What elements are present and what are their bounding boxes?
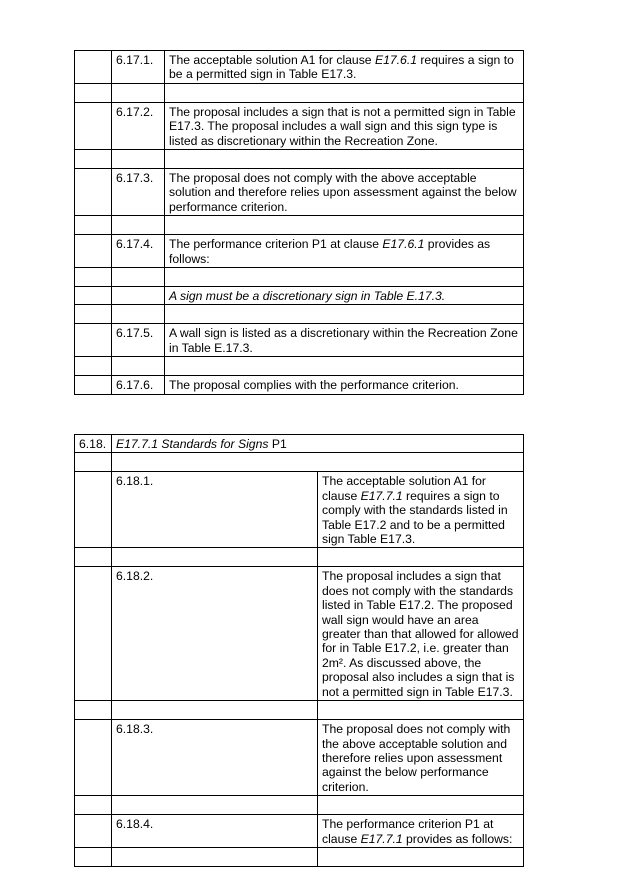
spacer-cell	[112, 453, 524, 472]
italic-text: E17.7.1	[360, 488, 403, 503]
text: requires a sign to comply with the standards listed in Table E17.2 and to be a permitted sign Table E17.3.	[322, 488, 508, 547]
paragraph-number: 6.17.4.	[112, 235, 165, 268]
spacer-cell	[318, 847, 524, 866]
paragraph-text	[165, 235, 524, 268]
spacer-cell	[165, 357, 524, 376]
spacer-row	[75, 701, 524, 720]
empty-cell	[75, 324, 112, 357]
spacer-cell	[112, 305, 165, 324]
spacer-cell	[165, 150, 524, 169]
paragraph-text	[318, 567, 524, 701]
spacer-row	[75, 83, 524, 102]
paragraph-number: 6.18.2.	[112, 567, 318, 701]
text: requires a sign to be a permitted sign in Table E17.3.	[169, 53, 514, 82]
section-heading-row	[75, 435, 524, 453]
italic-text: A sign must be a discretionary sign in Table E.17.3.	[169, 289, 446, 304]
numbered-paragraph-row	[75, 720, 524, 796]
paragraph-number: 6.18.1.	[112, 472, 318, 548]
text: The proposal includes a sign that is not a permitted sign in Table E17.3. The proposal includes a wall sign and this sign type is listed as discretionary within the Recreation Zone.	[169, 104, 516, 148]
paragraph-text	[165, 324, 524, 357]
spacer-cell	[112, 357, 165, 376]
spacer-cell	[75, 796, 112, 815]
spacer-row	[75, 847, 524, 866]
spacer-cell	[112, 150, 165, 169]
section-number: 6.18.	[75, 435, 112, 453]
paragraph-text	[165, 102, 524, 149]
italic-text: E17.6.1	[382, 237, 425, 252]
empty-cell	[75, 235, 112, 268]
section-6-17-body	[75, 51, 524, 395]
paragraph-number: 6.17.2.	[112, 102, 165, 149]
spacer-row	[75, 796, 524, 815]
section-6-18-body	[75, 435, 524, 867]
spacer-cell	[75, 847, 112, 866]
paragraph-number: 6.17.1.	[112, 51, 165, 84]
spacer-cell	[165, 305, 524, 324]
spacer-cell	[165, 83, 524, 102]
empty-cell	[75, 376, 112, 394]
spacer-cell	[112, 548, 318, 567]
spacer-cell	[75, 453, 112, 472]
text: provides as follows:	[402, 831, 513, 846]
empty-cell	[75, 815, 112, 848]
empty-cell	[75, 720, 112, 796]
empty-cell	[75, 102, 112, 149]
text: The performance criterion P1 at clause	[169, 237, 383, 252]
paragraph-text	[165, 287, 524, 305]
spacer-cell	[75, 216, 112, 235]
empty-cell	[75, 567, 112, 701]
numbered-paragraph-row	[75, 287, 524, 305]
spacer-row	[75, 453, 524, 472]
spacer-cell	[318, 796, 524, 815]
spacer-row	[75, 216, 524, 235]
numbered-paragraph-row	[75, 235, 524, 268]
spacer-row	[75, 357, 524, 376]
numbered-paragraph-row	[75, 51, 524, 84]
paragraph-text	[318, 720, 524, 796]
spacer-cell	[165, 216, 524, 235]
section-heading-suffix: P1	[268, 437, 287, 451]
section-6-17-table	[74, 50, 524, 395]
numbered-paragraph-row	[75, 815, 524, 848]
italic-text: E17.7.1	[360, 831, 403, 846]
spacer-cell	[112, 216, 165, 235]
text: The performance criterion P1 at clause	[322, 817, 494, 846]
section-heading	[112, 435, 524, 453]
paragraph-text	[165, 51, 524, 84]
spacer-cell	[75, 150, 112, 169]
spacer-cell	[165, 268, 524, 287]
spacer-cell	[318, 701, 524, 720]
text: The acceptable solution A1 for clause	[322, 474, 486, 503]
numbered-paragraph-row	[75, 169, 524, 216]
text: The proposal includes a sign that does not comply with the standards listed in Table E17.2. The proposed wall sign would have an area greater than that allowed for allowed for in Table E17.2, i.e. greater than 2m². As discussed above, the proposal also includes a sign that is not a permitted sign in Table E17.3.	[322, 569, 519, 699]
text: A wall sign is listed as a discretionary within the Recreation Zone in Table E.17.3.	[169, 326, 518, 355]
empty-cell	[75, 169, 112, 216]
spacer-cell	[75, 305, 112, 324]
paragraph-text	[318, 472, 524, 548]
spacer-row	[75, 150, 524, 169]
spacer-cell	[75, 701, 112, 720]
numbered-paragraph-row	[75, 324, 524, 357]
spacer-cell	[112, 847, 318, 866]
spacer-cell	[75, 357, 112, 376]
italic-text: E17.6.1	[374, 53, 417, 67]
text: The acceptable solution A1 for clause	[169, 53, 375, 67]
section-6-18-table	[74, 434, 524, 867]
numbered-paragraph-row	[75, 376, 524, 394]
numbered-paragraph-row	[75, 567, 524, 701]
paragraph-number: 6.18.4.	[112, 815, 318, 848]
paragraph-number: 6.17.5.	[112, 324, 165, 357]
spacer-cell	[112, 701, 318, 720]
spacer-cell	[75, 83, 112, 102]
spacer-cell	[318, 548, 524, 567]
paragraph-number	[112, 287, 165, 305]
spacer-cell	[112, 796, 318, 815]
paragraph-number: 6.17.6.	[112, 376, 165, 394]
spacer-cell	[75, 268, 112, 287]
text: The proposal does not comply with the above acceptable solution and therefore relies upon assessment against the below performance criterion.	[322, 722, 511, 794]
spacer-row	[75, 548, 524, 567]
text: The proposal does not comply with the above acceptable solution and therefore relies upon assessment against the below performance criterion.	[169, 171, 517, 214]
empty-cell	[75, 472, 112, 548]
spacer-row	[75, 305, 524, 324]
section-heading-clause: E17.7.1 Standards for Signs	[116, 437, 269, 451]
paragraph-number: 6.17.3.	[112, 169, 165, 216]
spacer-cell	[112, 268, 165, 287]
paragraph-text	[165, 376, 524, 394]
paragraph-text	[165, 169, 524, 216]
empty-cell	[75, 51, 112, 84]
numbered-paragraph-row	[75, 102, 524, 149]
empty-cell	[75, 287, 112, 305]
text: The proposal complies with the performance criterion.	[169, 378, 459, 393]
text: provides as follows:	[169, 237, 491, 266]
spacer-cell	[112, 83, 165, 102]
numbered-paragraph-row	[75, 472, 524, 548]
paragraph-text	[318, 815, 524, 848]
spacer-cell	[75, 548, 112, 567]
spacer-row	[75, 268, 524, 287]
paragraph-number: 6.18.3.	[112, 720, 318, 796]
